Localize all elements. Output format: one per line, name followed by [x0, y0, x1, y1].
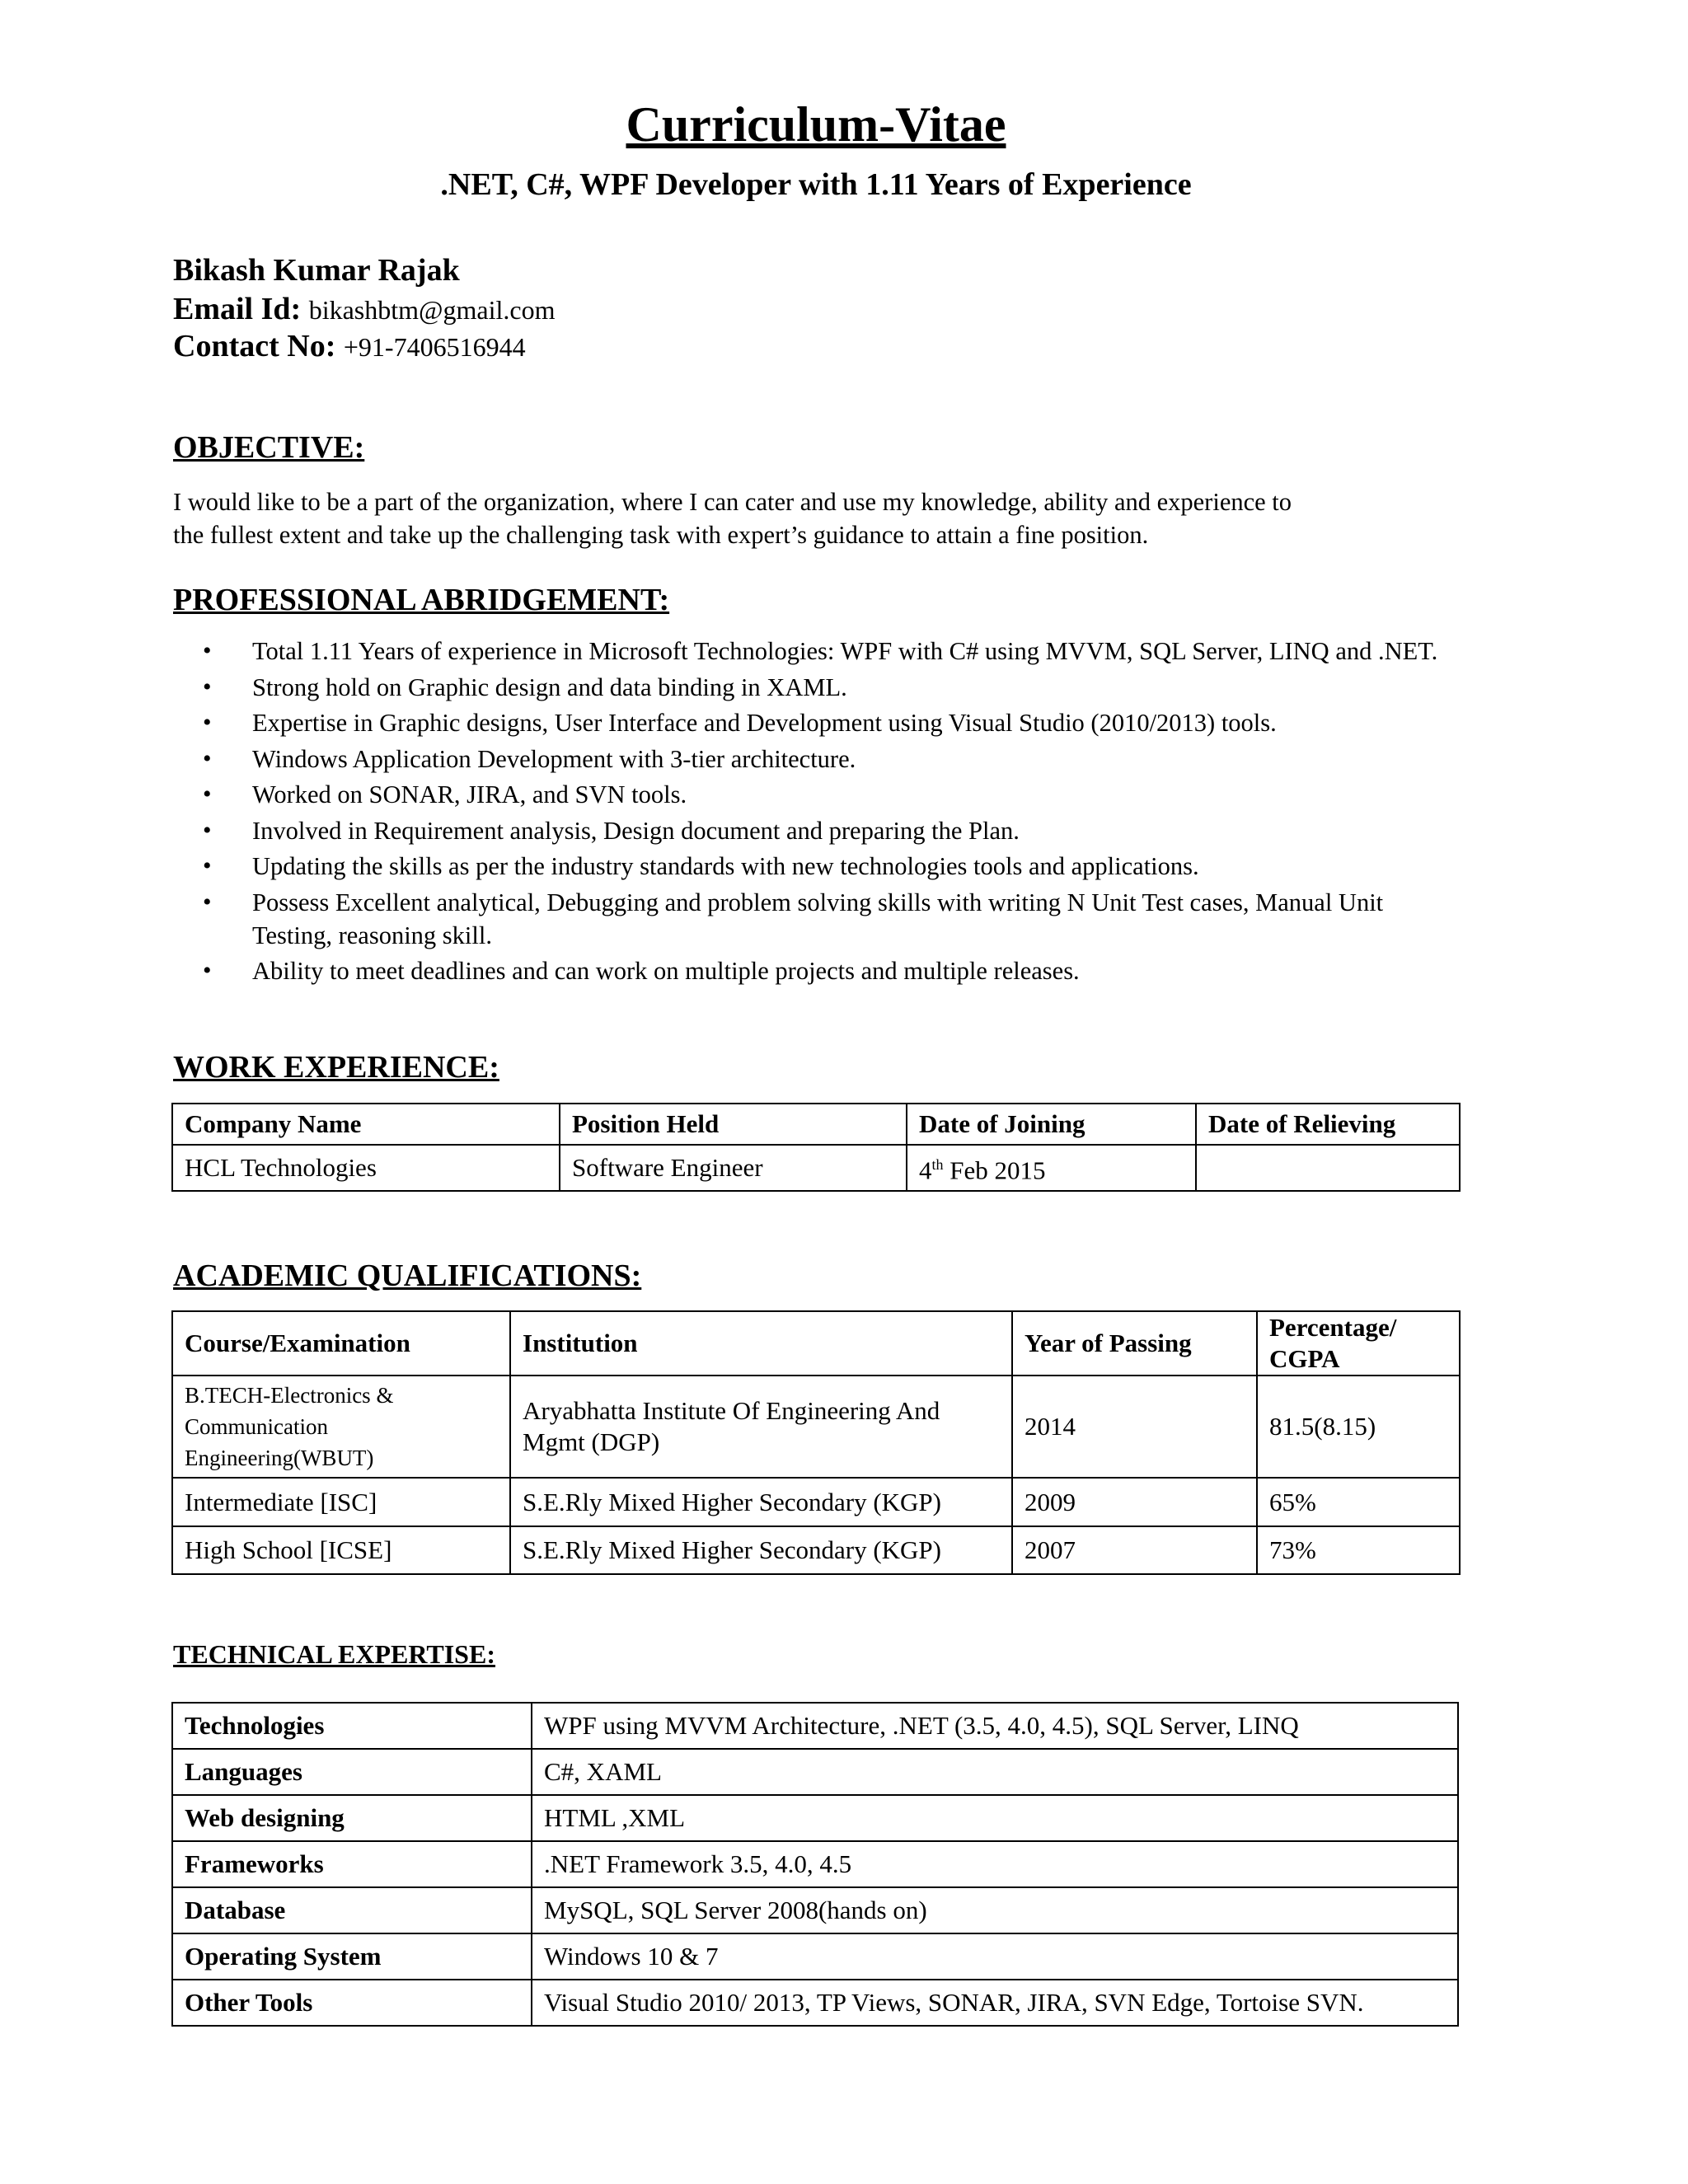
table-row: [172, 1980, 1458, 2026]
bullet-icon: •: [203, 744, 212, 772]
table-row: [172, 1887, 1458, 1933]
table-header-cell: Year of Passing: [1012, 1311, 1257, 1376]
document-subtitle: .NET, C#, WPF Developer with 1.11 Years of Experience: [440, 167, 1192, 202]
phone-label: Contact No:: [173, 329, 336, 363]
course-cell: Intermediate [ISC]: [172, 1478, 510, 1526]
email-line: [173, 290, 555, 329]
phone-value: +91-7406516944: [343, 332, 526, 362]
list-item: [173, 706, 1459, 739]
percentage-cell: 81.5(8.15): [1257, 1376, 1460, 1478]
objective-line-1: I would like to be a part of the organization, where I can cater and use my knowledge, ability and experience to: [173, 488, 1292, 516]
percentage-cell: 73%: [1257, 1526, 1460, 1574]
institution-cell: Aryabhatta Institute Of Engineering And Mgmt (DGP): [510, 1376, 1012, 1478]
table-row: [172, 1703, 1458, 1749]
list-item-text: Windows Application Development with 3-tier architecture.: [252, 744, 856, 773]
list-item-text: Possess Excellent analytical, Debugging and problem solving skills with writing N Unit Test cases, Manual Unit Testing, reasoning skill.: [252, 888, 1384, 949]
year-cell: 2007: [1012, 1526, 1257, 1574]
list-item-text: Involved in Requirement analysis, Design document and preparing the Plan.: [252, 816, 1020, 845]
list-item: [173, 850, 1459, 883]
email-label: Email Id:: [173, 292, 302, 326]
document-title: Curriculum-Vitae: [626, 97, 1006, 152]
joining-day-suffix: th: [931, 1156, 944, 1174]
year-cell: 2009: [1012, 1478, 1257, 1526]
bullet-icon: •: [203, 780, 212, 808]
table-header-cell: Date of Joining: [907, 1104, 1196, 1145]
skill-category-cell: Database: [172, 1887, 532, 1933]
course-cell: High School [ICSE]: [172, 1526, 510, 1574]
table-row: [172, 1841, 1458, 1887]
skill-value-cell: WPF using MVVM Architecture, .NET (3.5, 4.0, 4.5), SQL Server, LINQ: [532, 1703, 1458, 1749]
list-item: [173, 671, 1459, 704]
joining-month-year: Feb 2015: [943, 1155, 1046, 1185]
bullet-icon: •: [203, 637, 212, 664]
institution-cell: S.E.Rly Mixed Higher Secondary (KGP): [510, 1526, 1012, 1574]
list-item-text: Strong hold on Graphic design and data binding in XAML.: [252, 673, 847, 701]
table-row: [172, 1145, 1460, 1191]
joining-day: 4: [919, 1155, 932, 1185]
bullet-icon: •: [203, 709, 212, 736]
list-item-text: Total 1.11 Years of experience in Microsoft Technologies: WPF with C# using MVVM, SQL Server, LINQ and .NET.: [252, 637, 1438, 665]
skill-category-cell: Operating System: [172, 1933, 532, 1980]
abridgement-heading: PROFESSIONAL ABRIDGEMENT:: [173, 583, 670, 617]
bullet-icon: •: [203, 673, 212, 701]
year-cell: 2014: [1012, 1376, 1257, 1478]
table-header-cell: Course/Examination: [172, 1311, 510, 1376]
technical-heading: TECHNICAL EXPERTISE:: [173, 1639, 495, 1669]
bullet-icon: •: [203, 957, 212, 984]
bullet-icon: •: [203, 852, 212, 879]
work-heading: WORK EXPERIENCE:: [173, 1050, 499, 1085]
company-cell: HCL Technologies: [172, 1145, 560, 1191]
list-item-text: Ability to meet deadlines and can work on multiple projects and multiple releases.: [252, 957, 1080, 985]
table-header-cell: Company Name: [172, 1104, 560, 1145]
table-row: [172, 1376, 1460, 1478]
course-cell: B.TECH-Electronics & Communication Engineering(WBUT): [172, 1376, 510, 1478]
academic-heading: ACADEMIC QUALIFICATIONS:: [173, 1258, 642, 1293]
objective-heading: OBJECTIVE:: [173, 430, 365, 465]
table-row: [172, 1749, 1458, 1795]
list-item: [173, 954, 1459, 987]
bullet-icon: •: [203, 816, 212, 844]
list-item: [173, 743, 1459, 776]
position-cell: Software Engineer: [560, 1145, 907, 1191]
list-item: [173, 778, 1459, 811]
email-value: bikashbtm@gmail.com: [308, 295, 556, 325]
work-table: [171, 1103, 1461, 1192]
skill-value-cell: HTML ,XML: [532, 1795, 1458, 1841]
skill-category-cell: Languages: [172, 1749, 532, 1795]
table-header-cell: Percentage/ CGPA: [1257, 1311, 1460, 1376]
skill-value-cell: C#, XAML: [532, 1749, 1458, 1795]
skill-value-cell: Windows 10 & 7: [532, 1933, 1458, 1980]
list-item: [173, 635, 1459, 668]
skill-category-cell: Technologies: [172, 1703, 532, 1749]
list-item-text: Worked on SONAR, JIRA, and SVN tools.: [252, 780, 687, 808]
institution-cell: S.E.Rly Mixed Higher Secondary (KGP): [510, 1478, 1012, 1526]
list-item: [173, 814, 1459, 847]
phone-line: [173, 327, 526, 366]
list-item-text: Updating the skills as per the industry standards with new technologies tools and applications.: [252, 852, 1199, 880]
skill-value-cell: Visual Studio 2010/ 2013, TP Views, SONAR, JIRA, SVN Edge, Tortoise SVN.: [532, 1980, 1458, 2026]
candidate-name: Bikash Kumar Rajak: [173, 253, 460, 288]
skill-category-cell: Other Tools: [172, 1980, 532, 2026]
objective-line-2: the fullest extent and take up the challenging task with expert’s guidance to attain a fine position.: [173, 521, 1149, 549]
table-header-row: [172, 1104, 1460, 1145]
skill-category-cell: Web designing: [172, 1795, 532, 1841]
bullet-icon: •: [203, 888, 212, 916]
percentage-cell: 65%: [1257, 1478, 1460, 1526]
table-header-cell: Date of Relieving: [1196, 1104, 1460, 1145]
skill-category-cell: Frameworks: [172, 1841, 532, 1887]
skill-value-cell: MySQL, SQL Server 2008(hands on): [532, 1887, 1458, 1933]
joining-date-cell: [907, 1145, 1196, 1191]
abridgement-list: [173, 635, 1459, 991]
table-row: [172, 1795, 1458, 1841]
list-item: [173, 886, 1459, 952]
academic-table: [171, 1310, 1461, 1575]
table-row: [172, 1933, 1458, 1980]
table-header-row: [172, 1311, 1460, 1376]
relieving-date-cell: [1196, 1145, 1460, 1191]
list-item-text: Expertise in Graphic designs, User Interface and Development using Visual Studio (2010/2013) tools.: [252, 709, 1277, 737]
table-row: [172, 1526, 1460, 1574]
table-header-cell: Position Held: [560, 1104, 907, 1145]
table-header-cell: Institution: [510, 1311, 1012, 1376]
skill-value-cell: .NET Framework 3.5, 4.0, 4.5: [532, 1841, 1458, 1887]
technical-table: [171, 1702, 1459, 2027]
table-row: [172, 1478, 1460, 1526]
